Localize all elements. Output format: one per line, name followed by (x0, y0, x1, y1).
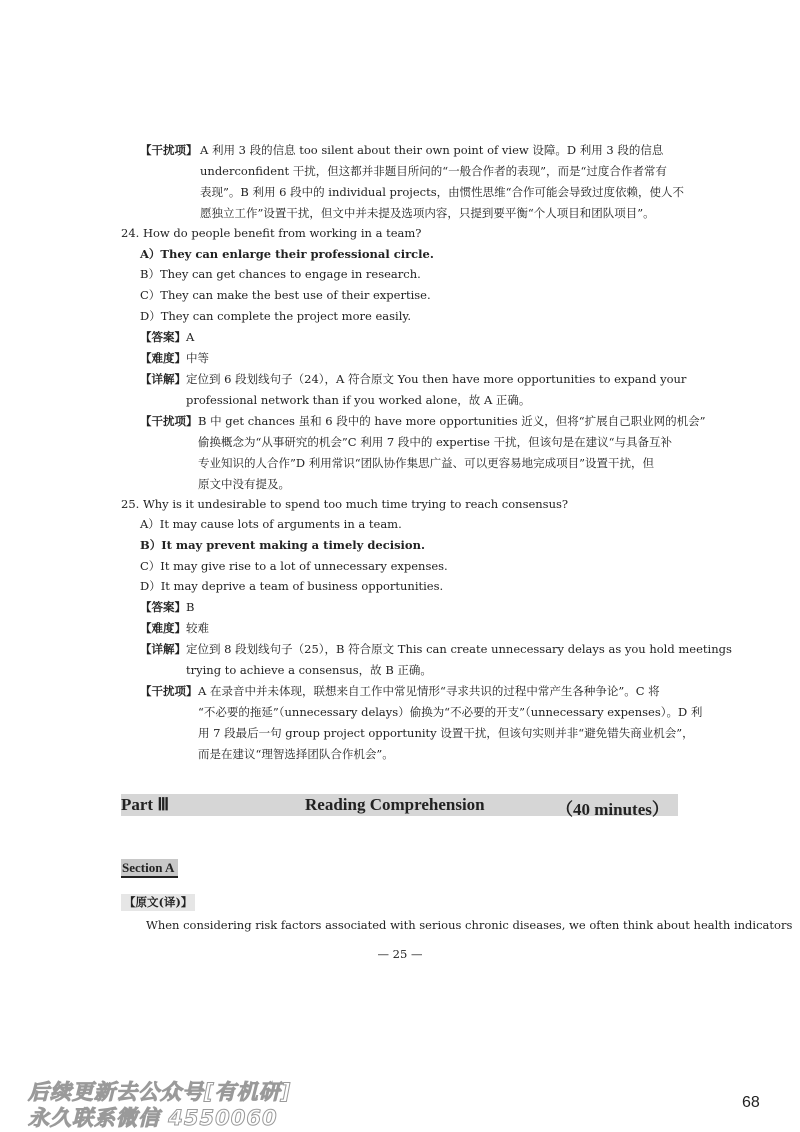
q25-difficulty-tag: 【难度】 (140, 621, 186, 635)
q24-difficulty: 中等 (186, 351, 209, 365)
q24-option-a: A）They can enlarge their professional circle. (140, 247, 434, 261)
part-title: Reading Comprehension (305, 795, 485, 814)
original-text-line: When considering risk factors associated with serious chronic diseases, we often think about health indicators (146, 918, 793, 932)
q25-answer-tag: 【答案】 (140, 600, 186, 614)
q23-distractor-line-2: underconfident 干扰，但这都并非题目所问的“一般合作者的表现”，而是“过度合作者常有 (200, 164, 667, 178)
q24-option-c: C）They can make the best use of their expertise. (140, 288, 431, 302)
corner-page-number: 68 (742, 1094, 760, 1111)
part-label: Part Ⅲ (121, 795, 170, 814)
q25-answer: B (186, 600, 195, 614)
q23-distractor-line-4: 愿独立工作”设置干扰，但文中并未提及选项内容，只提到要平衡“个人项目和团队项目”。 (200, 206, 655, 220)
q23-distractor-line-3: 表现”。B 利用 6 段中的 individual projects，由惯性思维“合作可能会导致过度依赖，使人不 (200, 185, 685, 199)
part-heading-bar (121, 794, 678, 819)
q25-difficulty: 较难 (186, 621, 209, 635)
q23-distractor-tag: 【干扰项】 (140, 143, 198, 157)
q25-distractor-line-1: A 在录音中并未体现，联想来自工作中常见情形“寻求共识的过程中常产生各种争论”。C 将 (198, 684, 660, 698)
watermark-line-2: 永久联系微信 4550060 (28, 1106, 278, 1130)
q24-distractor-line-1: B 中 get chances 虽和 6 段中的 have more opportunities 近义，但将“扩展自己职业网的机会” (198, 414, 706, 428)
q24-answer: A (186, 330, 195, 344)
page-number: — 25 — (377, 947, 423, 961)
q24-detail-tag: 【详解】 (140, 372, 186, 386)
q23-distractor-line-1: A 利用 3 段的信息 too silent about their own point of view 设障。D 利用 3 段的信息 (200, 143, 664, 157)
q24-distractor-line-3: 专业知识的人合作”D 利用常识“团队协作集思广益、可以更容易地完成项目”设置干扰，但 (198, 456, 655, 470)
q25-option-d: D）It may deprive a team of business opportunities. (140, 579, 444, 593)
q25-distractor-tag: 【干扰项】 (140, 684, 198, 698)
q24-option-b: B）They can get chances to engage in research. (140, 267, 421, 281)
q25-detail-tag: 【详解】 (140, 642, 186, 656)
q24-difficulty-tag: 【难度】 (140, 351, 186, 365)
q25-distractor-line-2: “不必要的拖延”（unnecessary delays）偷换为“不必要的开支”（unnecessary expenses）。D 利 (198, 705, 703, 719)
q24-detail-line-2: professional network than if you worked alone，故 A 正确。 (186, 393, 531, 407)
original-text-tag: 【原文(译)】 (121, 894, 195, 911)
q25-option-a: A）It may cause lots of arguments in a team. (140, 517, 402, 531)
q25-distractor-line-4: 而是在建议“理智选择团队合作机会”。 (198, 747, 394, 761)
watermark-line-1: 后续更新去公众号[有机研] (28, 1080, 292, 1104)
q24-question: 24. How do people benefit from working in a team? (121, 226, 422, 240)
q25-option-c: C）It may give rise to a lot of unnecessary expenses. (140, 559, 448, 573)
q24-detail-line-1: 定位到 6 段划线句子（24），A 符合原文 You then have more opportunities to expand your (186, 372, 687, 386)
q24-distractor-line-2: 偷换概念为“从事研究的机会”C 利用 7 段中的 expertise 干扰，但该句是在建议“与具备互补 (198, 435, 672, 449)
q24-distractor-line-4: 原文中没有提及。 (198, 477, 290, 491)
section-heading: Section A (121, 859, 178, 878)
q24-distractor-tag: 【干扰项】 (140, 414, 198, 428)
q24-answer-tag: 【答案】 (140, 330, 186, 344)
q25-detail-line-2: trying to achieve a consensus，故 B 正确。 (186, 663, 432, 677)
q25-detail-line-1: 定位到 8 段划线句子（25），B 符合原文 This can create unnecessary delays as you hold meetings (186, 642, 732, 656)
q24-option-d: D）They can complete the project more easily. (140, 309, 412, 323)
q25-distractor-line-3: 用 7 段最后一句 group project opportunity 设置干扰，但该句实则并非“避免错失商业机会”， (198, 726, 694, 740)
q25-option-b: B）It may prevent making a timely decision. (140, 538, 425, 552)
part-time: （40 minutes） (556, 800, 669, 819)
q25-question: 25. Why is it undesirable to spend too much time trying to reach consensus? (121, 497, 569, 511)
